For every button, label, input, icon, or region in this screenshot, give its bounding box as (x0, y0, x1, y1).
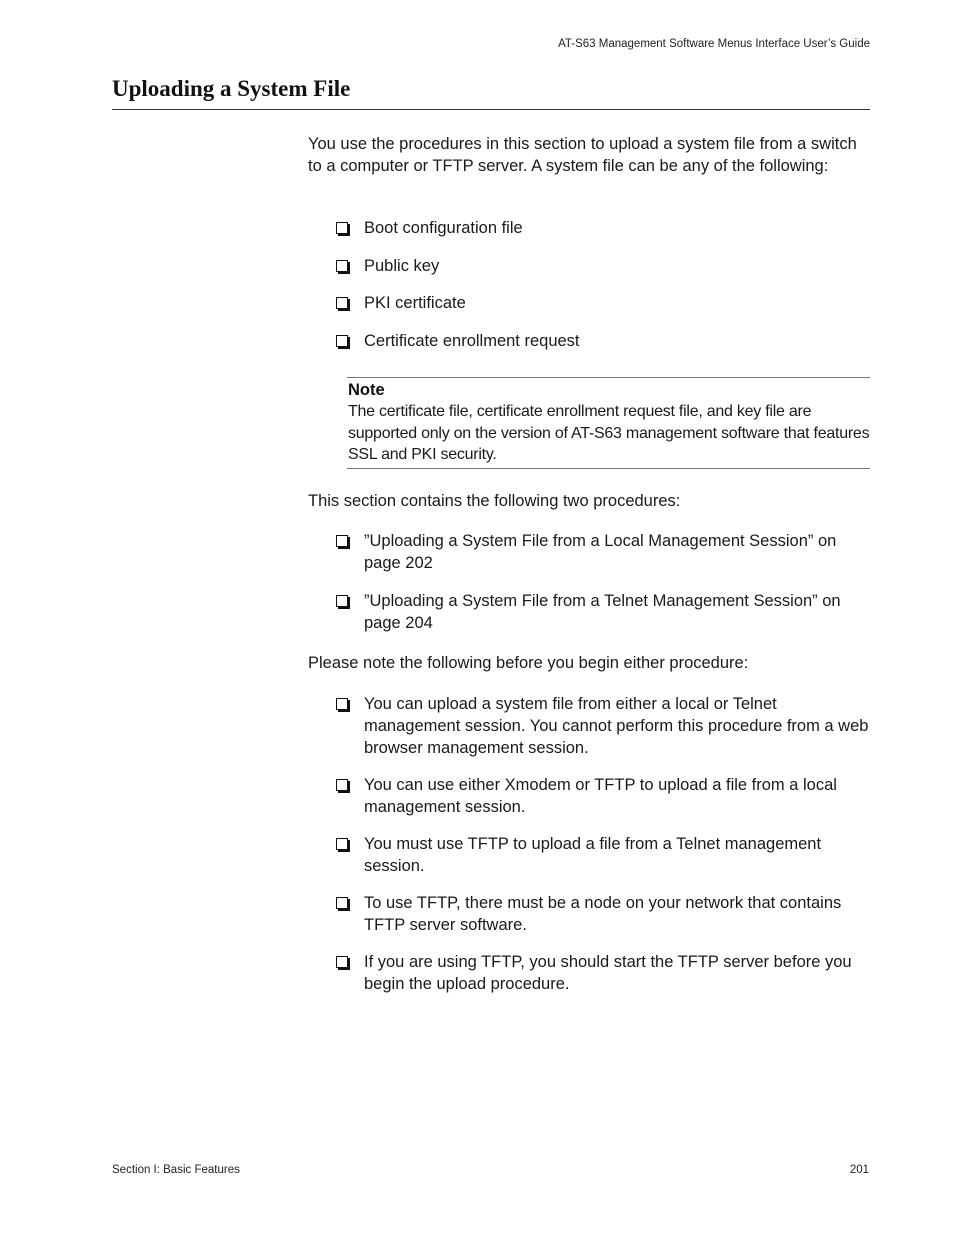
list-item-text: PKI certificate (364, 294, 466, 312)
notes-intro: Please note the following before you begin either procedure: (308, 654, 749, 672)
procedure-link[interactable]: ”Uploading a System File from a Telnet Management Session” on page 204 (364, 592, 841, 632)
list-item (336, 530, 870, 574)
list-item-text: If you are using TFTP, you should start the TFTP server before you begin the upload procedure. (364, 953, 852, 993)
list-item (336, 774, 870, 818)
section-title: Uploading a System File (112, 76, 351, 101)
list-item (336, 255, 870, 277)
list-item (336, 292, 870, 314)
checkbox-bullet-icon (336, 335, 348, 347)
checkbox-bullet-icon (336, 779, 348, 791)
list-item-text: You can upload a system file from either a local or Telnet management session. You cannot perform this procedure from a web browser management session. (364, 695, 869, 757)
title-divider (112, 109, 870, 110)
list-item (336, 590, 870, 634)
list-item (336, 330, 870, 352)
file-types-list (336, 217, 870, 352)
procedures-list (336, 530, 870, 634)
checkbox-bullet-icon (336, 897, 348, 909)
checkbox-bullet-icon (336, 297, 348, 309)
checkbox-bullet-icon (336, 838, 348, 850)
checkbox-bullet-icon (336, 260, 348, 272)
list-item-text: Certificate enrollment request (364, 331, 580, 350)
running-header: AT-S63 Management Software Menus Interface User’s Guide (558, 38, 870, 50)
checkbox-bullet-icon (336, 698, 348, 710)
intro-paragraph: You use the procedures in this section to upload a system file from a switch to a computer or TFTP server. A system file can be any of the following: (308, 135, 857, 175)
list-item (336, 833, 870, 877)
note-text: The certificate file, certificate enrollment request file, and key file are supported only on the version of AT-S63 management software that features SSL and PKI security. (348, 403, 870, 463)
note-title: Note (348, 381, 385, 399)
list-item-text: Public key (364, 256, 440, 275)
page-number: 201 (849, 1164, 869, 1176)
list-item-text: You must use TFTP to upload a file from a Telnet management session. (364, 835, 822, 875)
list-item (336, 892, 870, 936)
procedure-link[interactable]: ”Uploading a System File from a Local Management Session” on page 202 (364, 532, 837, 572)
list-item (336, 217, 870, 239)
checkbox-bullet-icon (336, 956, 348, 968)
list-item (336, 693, 870, 759)
list-item-text: Boot configuration file (364, 219, 523, 237)
checkbox-bullet-icon (336, 535, 348, 547)
list-item-text: To use TFTP, there must be a node on your network that contains TFTP server software. (364, 894, 842, 934)
list-item-text: You can use either Xmodem or TFTP to upload a file from a local management session. (364, 776, 837, 816)
checkbox-bullet-icon (336, 222, 348, 234)
list-item (336, 951, 870, 995)
checkbox-bullet-icon (336, 595, 348, 607)
considerations-list (336, 693, 870, 995)
footer-section-label: Section I: Basic Features (112, 1164, 240, 1176)
note-box (347, 377, 870, 469)
procedures-intro: This section contains the following two procedures: (308, 492, 681, 510)
